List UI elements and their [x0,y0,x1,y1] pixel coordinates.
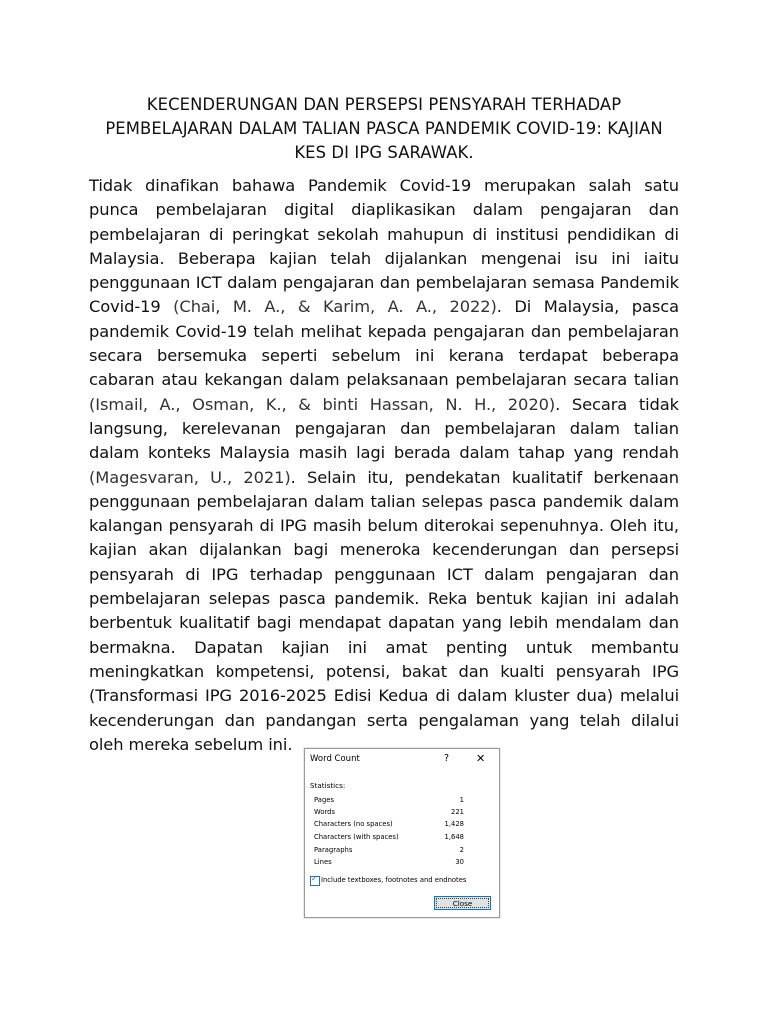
stat-row-paragraphs [314,846,464,857]
body-text-segment: . Selain itu, pendekatan kualitatif berkenaan penggunaan pembelajaran dalam talian selepas pasca pandemik dalam kalangan pensyarah di IPG masih belum diterokai sepenuhnya. Oleh itu, kajian akan dijalankan bagi meneroka kecenderungan dan persepsi pensyarah di IPG terhadap penggunaan ICT dalam pengajaran dan pembelajaran selepas pasca pandemik. Reka bentuk kajian ini adalah berbentuk kualitatif bagi mendapat dapatan yang lebih mendalam dan bermakna. Dapatan kajian ini amat penting untuk membantu meningkatkan kompetensi, potensi, bakat dan kualti pensyarah IPG (Transformasi IPG 2016-2025 Edisi Kedua di dalam kluster dua) melalui kecenderungan dan pandangan serta pengalaman yang telah dilalui oleh mereka sebelum ini. [89,467,679,754]
close-icon[interactable]: ✕ [476,752,486,765]
stat-row-characters-with-spaces [314,833,464,844]
document-title [88,93,680,165]
close-button[interactable]: Close [434,896,491,910]
stat-value: 1,648 [444,833,464,841]
body-text-segment: Tidak dinafikan bahawa Pandemik Covid-19 merupakan salah satu punca pembelajaran digital diaplikasikan dalam pengajaran dan pembelajaran di peringkat sekolah mahupun di institusi pendidikan di Malaysia. Beberapa kajian telah dijalankan mengenai isu ini iaitu penggunaan ICT dalam pengajaran dan pembelajaran semasa Pandemik Covid-19 [89,176,679,317]
stat-row-lines [314,858,464,869]
include-textboxes-label[interactable]: Include textboxes, footnotes and endnotes [321,876,467,884]
stat-value: 221 [451,808,464,816]
stat-label: Paragraphs [314,846,353,854]
title-line: KECENDERUNGAN DAN PERSEPSI PENSYARAH TERHADAP [146,95,622,114]
stat-label: Characters (no spaces) [314,820,393,828]
citation: (Chai, M. A., & Karim, A. A., 2022) [173,297,497,317]
stat-row-words [314,808,464,819]
checkmark-icon: ✓ [311,874,318,883]
citation: (Ismail, A., Osman, K., & binti Hassan, N. H., 2020) [89,394,556,414]
title-line: KES DI IPG SARAWAK. [294,143,474,162]
dialog-title: Word Count [310,754,360,764]
stat-label: Lines [314,858,332,866]
stat-row-pages [314,796,464,807]
help-icon[interactable]: ? [444,753,450,764]
title-line: PEMBELAJARAN DALAM TALIAN PASCA PANDEMIK COVID-19: KAJIAN [105,119,663,138]
stat-label: Characters (with spaces) [314,833,399,841]
stat-value: 1 [459,796,464,804]
stat-row-characters-no-spaces [314,820,464,831]
stat-label: Pages [314,796,334,804]
word-count-dialog [304,748,500,918]
include-textboxes-checkbox[interactable] [310,876,320,886]
citation: (Magesvaran, U., 2021) [89,467,291,487]
stat-value: 1,428 [444,820,464,828]
body-paragraph [89,174,679,757]
statistics-label: Statistics: [310,781,346,790]
stat-label: Words [314,808,336,816]
body-text-segment: . Di Malaysia, pasca pandemik Covid-19 telah melihat kepada pengajaran dan pembelajaran secara bersemuka seperti sebelum ini kerana terdapat beberapa cabaran atau kekangan dalam pelaksanaan pembelajaran secara talian [89,297,679,390]
stat-value: 30 [455,858,464,866]
body-text-segment: . Secara tidak langsung, kerelevanan pengajaran dan pembelajaran dalam talian dalam konteks Malaysia masih lagi berada dalam tahap yang rendah [89,394,679,463]
stat-value: 2 [459,846,464,854]
